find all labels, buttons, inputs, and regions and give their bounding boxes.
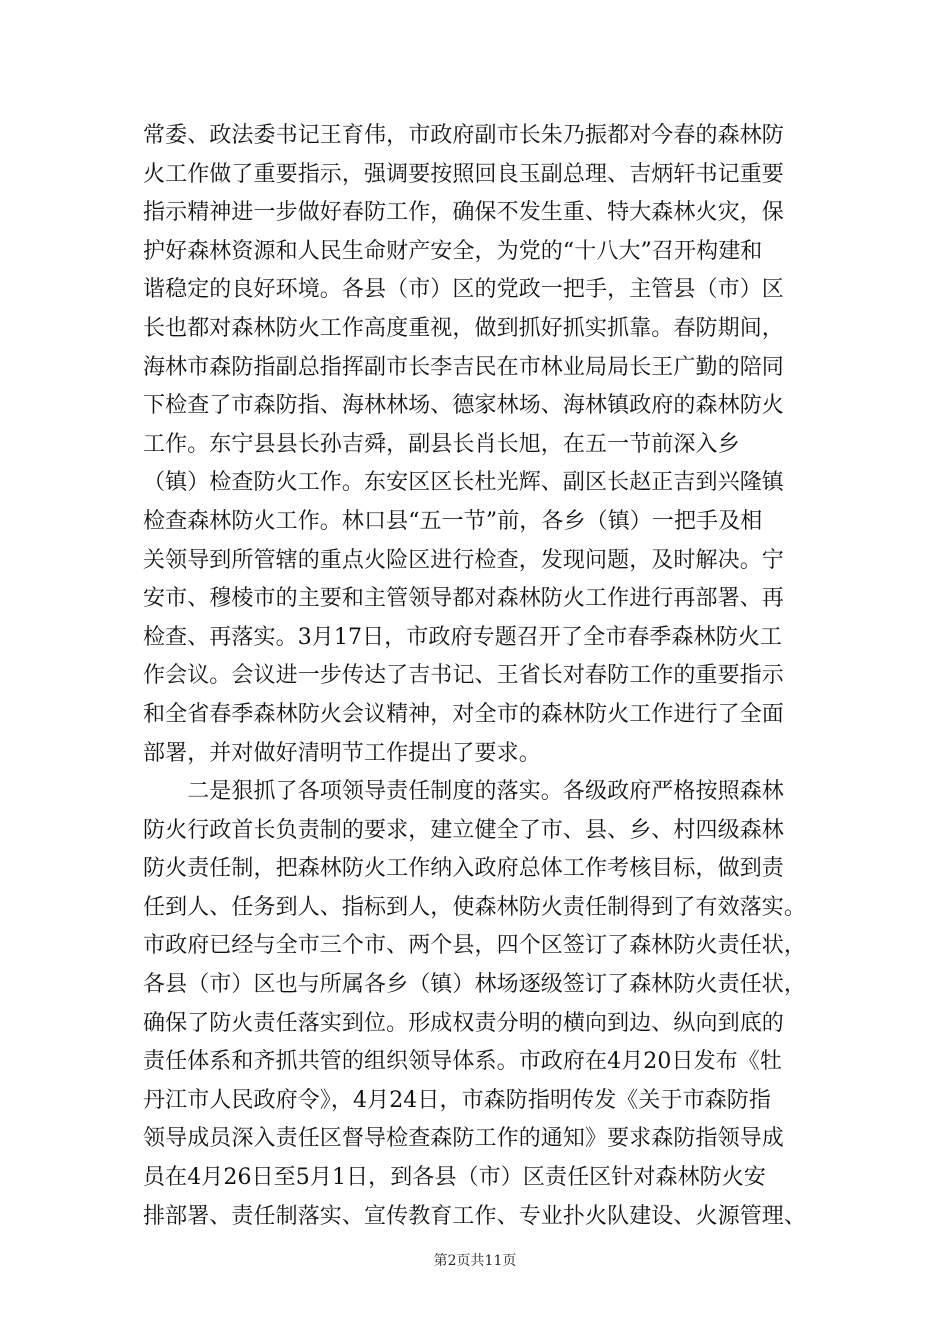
text-line: 丹江市人民政府令》，4月24日，市森防指明传发《关于市森防指 — [143, 1087, 771, 1113]
text-line: 任到人、任务到人、指标到人，使森林防火责任制得到了有效落实。 — [143, 894, 807, 920]
text-line: 确保了防火责任落实到位。形成权责分明的横向到边、纵向到底的 — [143, 1010, 784, 1036]
text-line: 检查森林防火工作。林口县“五一节”前，各乡（镇）一把手及相 — [143, 508, 763, 534]
text-line: 长也都对森林防火工作高度重视，做到抓好抓实抓靠。春防期间， — [143, 315, 784, 341]
text-line: 作会议。会议进一步传达了吉书记、王省长对春防工作的重要指示 — [143, 663, 784, 689]
text-line: 防火责任制，把森林防火工作纳入政府总体工作考核目标，做到责 — [143, 856, 784, 882]
text-line: 防火行政首长负责制的要求，建立健全了市、县、乡、村四级森林 — [143, 817, 784, 843]
text-line: 部署，并对做好清明节工作提出了要求。 — [143, 740, 541, 766]
text-line: 领导成员深入责任区督导检查森防工作的通知》要求森防指领导成 — [143, 1126, 784, 1152]
text-line: 排部署、责任制落实、宣传教育工作、专业扑火队建设、火源管理、 — [143, 1203, 807, 1229]
text-line: 检查、再落实。3月17日，市政府专题召开了全市春季森林防火工 — [143, 624, 782, 650]
text-line: 工作。东宁县县长孙吉舜，副县长肖长旭，在五一节前深入乡 — [143, 431, 740, 457]
text-line: 二是狠抓了各项领导责任制度的落实。各级政府严格按照森林 — [143, 779, 784, 805]
text-line: （镇）检查防火工作。东安区区长杜光辉、副区长赵正吉到兴隆镇 — [143, 470, 784, 496]
text-line: 常委、政法委书记王育伟，市政府副市长朱乃振都对今春的森林防 — [143, 123, 784, 148]
text-line: 各县（市）区也与所属各乡（镇）林场逐级签订了森林防火责任状， — [143, 972, 807, 998]
text-line: 护好森林资源和人民生命财产安全，为党的“十八大”召开构建和 — [143, 238, 763, 264]
text-line: 员在4月26日至5月1日，到各县（市）区责任区针对森林防火安 — [143, 1165, 766, 1191]
page-number-footer: 第2页共11页 — [433, 1253, 517, 1269]
body-text — [143, 117, 823, 1236]
text-line: 火工作做了重要指示，强调要按照回良玉副总理、吉炳轩书记重要 — [143, 161, 784, 187]
text-line: 海林市森防指副总指挥副市长李吉民在市林业局局长王广勤的陪同 — [143, 354, 784, 380]
text-line: 和全省春季森林防火会议精神，对全市的森林防火工作进行了全面 — [143, 701, 784, 727]
text-line: 责任体系和齐抓共管的组织领导体系。市政府在4月20日发布《牡 — [143, 1049, 782, 1075]
text-line: 关领导到所管辖的重点火险区进行检查，发现问题，及时解决。宁 — [143, 547, 784, 573]
text-line: 市政府已经与全市三个市、两个县，四个区签订了森林防火责任状， — [143, 933, 807, 959]
text-line: 指示精神进一步做好春防工作，确保不发生重、特大森林火灾，保 — [143, 200, 784, 226]
text-line: 下检查了市森防指、海林林场、德家林场、海林镇政府的森林防火 — [143, 393, 784, 419]
text-line: 安市、穆棱市的主要和主管领导都对森林防火工作进行再部署、再 — [143, 586, 784, 612]
text-line: 谐稳定的良好环境。各县（市）区的党政一把手，主管县（市）区 — [143, 277, 784, 303]
